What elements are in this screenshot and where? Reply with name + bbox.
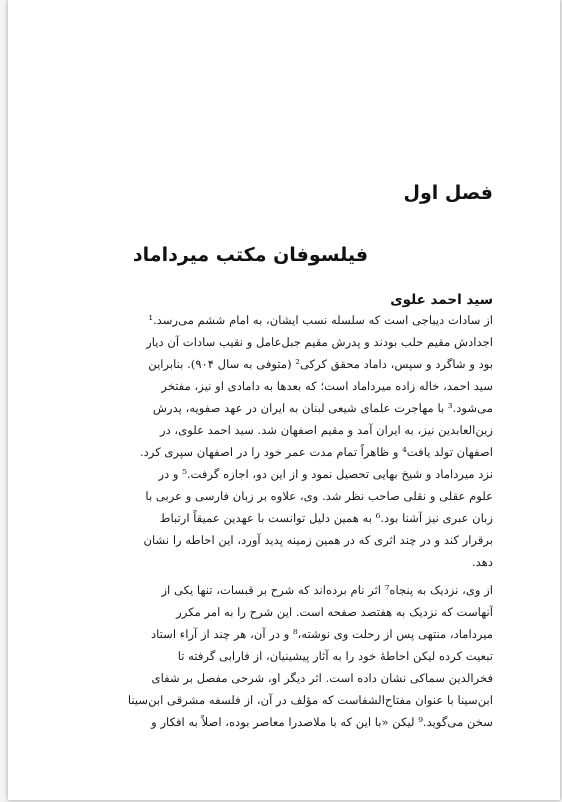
chapter-label: فصل اول <box>403 182 493 204</box>
paragraph-2 <box>33 579 493 733</box>
text-line: نزد میرداماد و شیخ بهایی تحصیل نمود و از این دو، اجازه گرفت.⁵ و در <box>158 467 493 481</box>
section-heading: سید احمد علوی <box>390 292 493 308</box>
chapter-title: فیلسوفان مکتب میرداماد <box>132 244 369 266</box>
text-line: سخن می‌گوید.⁹ لیکن «با این که با ملاصدرا معاصر بوده، اصلاً به افکار و <box>151 715 493 729</box>
text-line: آنهاست که نزدیک به هفتصد صفحه است. این شرح را به امر مکرر <box>176 605 493 619</box>
text-line: اصفهان تولد یافت⁴ و ظاهراً تمام مدت عمر خود را در اصفهان سپری کرد. <box>139 445 493 459</box>
paragraph-1 <box>33 309 493 573</box>
text-line: می‌شود.³ با مهاجرت علمای شیعی لبنان به ایران در عهد صفویه، پدرش <box>152 401 493 415</box>
text-line: اجدادش مقیم حلب بودند و پدرش مقیم جبل‌عامل و نقیب سادات آن دیار <box>146 335 493 349</box>
text-line: تبعیت کرده لیکن احاطهٔ خود را به آثار پیشینیان، از فارابی گرفته تا <box>177 649 493 663</box>
text-line: میرداماد، منتهی پس از رحلت وی نوشته،⁸ و در آن، هر چند از آراء استاد <box>150 627 493 641</box>
text-line: برقرار کند و در چند اثری که در همین زمینه پدید آورد، این احاطه را نشان <box>143 533 493 547</box>
text-line: سید احمد، خاله زاده میرداماد است؛ که بعدها به دامادی او نیز، مفتخر <box>161 379 493 393</box>
text-line: علوم عقلی و نقلی صاحب نظر شد. وی، علاوه بر زبان فارسی و عربی با <box>145 489 493 503</box>
text-line: از وی، نزدیک به پنجاه⁷ اثر نام برده‌اند که شرح بر قبسات، تنها یکی از <box>161 583 493 597</box>
text-line: زبان عبری نیز آشنا بود.⁶ به همین دلیل توانست با عهدین عمیقاً ارتباط <box>159 511 493 525</box>
text-line: دهد. <box>471 555 493 569</box>
text-line: از سادات دیباجی است که سلسله نسب ایشان، به امام ششم می‌رسد.¹ <box>148 313 493 327</box>
body-text <box>33 309 493 733</box>
text-line: بود و شاگرد و سپس، داماد محقق کرکی² (متوفی به سال ۹۰۴). بنابراین <box>148 357 493 371</box>
book-page <box>8 0 560 800</box>
text-line: فخرالدین سماکی نشان داده است. اثر دیگر او، شرحی مفصل بر شفای <box>151 671 493 685</box>
text-line: ابن‌سینا با عنوان مفتاح‌الشفاست که مؤلف در آن، از فلسفه مشرقی ابن‌سینا <box>127 693 493 707</box>
text-line: زین‌العابدین نیز، به ایران آمد و مقیم اصفهان شد. سید احمد علوی، در <box>159 423 493 437</box>
